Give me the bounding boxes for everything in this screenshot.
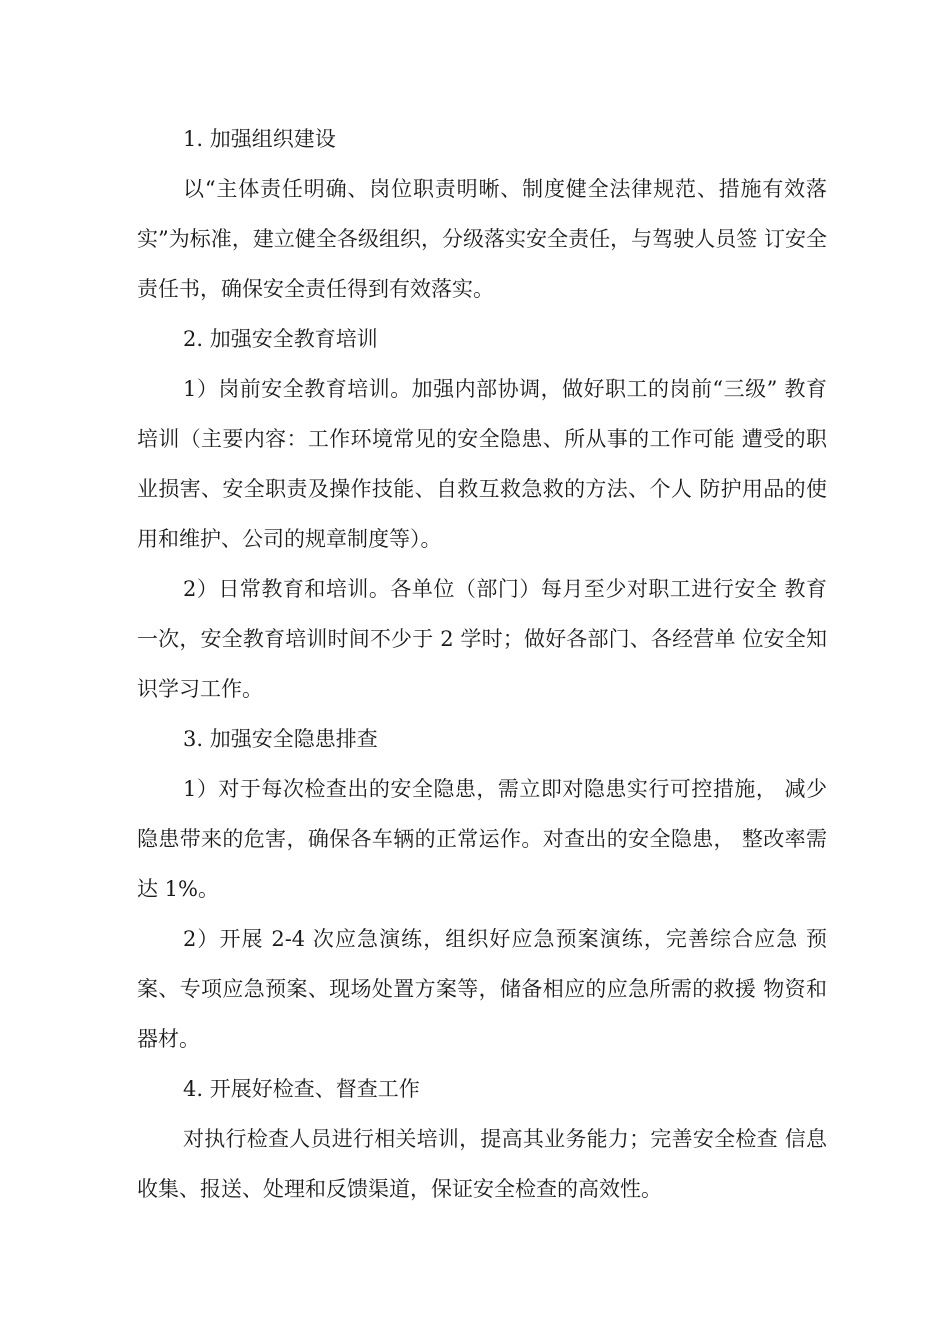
section-2-paragraph-1: 1）岗前安全教育培训。加强内部协调，做好职工的岗前“三级” 教育培训（主要内容：工作环境常见的安全隐患、所从事的工作可能 遭受的职业损害、安全职责及操作技能、自救互救急救的方法、个人 防护用品的使用和维护、公司的规章制度等）。 — [137, 377, 827, 551]
section-1-heading: 1. 加强组织建设 — [183, 127, 336, 151]
section-3-heading: 3. 加强安全隐患排查 — [183, 727, 378, 751]
section-1-paragraph-1: 以“主体责任明确、岗位职责明晰、制度健全法律规范、措施有效落实”为标准，建立健全各级组织，分级落实安全责任，与驾驶人员签 订安全责任书，确保安全责任得到有效落实。 — [137, 177, 827, 301]
section-4-heading: 4. 开展好检查、督查工作 — [183, 1077, 420, 1101]
section-2-heading: 2. 加强安全教育培训 — [183, 327, 378, 351]
document-body — [137, 114, 827, 1214]
section-3-paragraph-1: 1）对于每次检查出的安全隐患，需立即对隐患实行可控措施， 减少隐患带来的危害，确保各车辆的正常运作。对查出的安全隐患， 整改率需达 1%。 — [137, 777, 827, 901]
section-3-paragraph-2: 2）开展 2-4 次应急演练，组织好应急预案演练，完善综合应急 预案、专项应急预案、现场处置方案等，储备相应的应急所需的救援 物资和器材。 — [137, 927, 827, 1051]
section-4-paragraph-1: 对执行检查人员进行相关培训，提高其业务能力；完善安全检查 信息收集、报送、处理和反馈渠道，保证安全检查的高效性。 — [137, 1127, 827, 1201]
section-2-paragraph-2: 2）日常教育和培训。各单位（部门）每月至少对职工进行安全 教育一次，安全教育培训时间不少于 2 学时；做好各部门、各经营单 位安全知识学习工作。 — [137, 577, 827, 701]
